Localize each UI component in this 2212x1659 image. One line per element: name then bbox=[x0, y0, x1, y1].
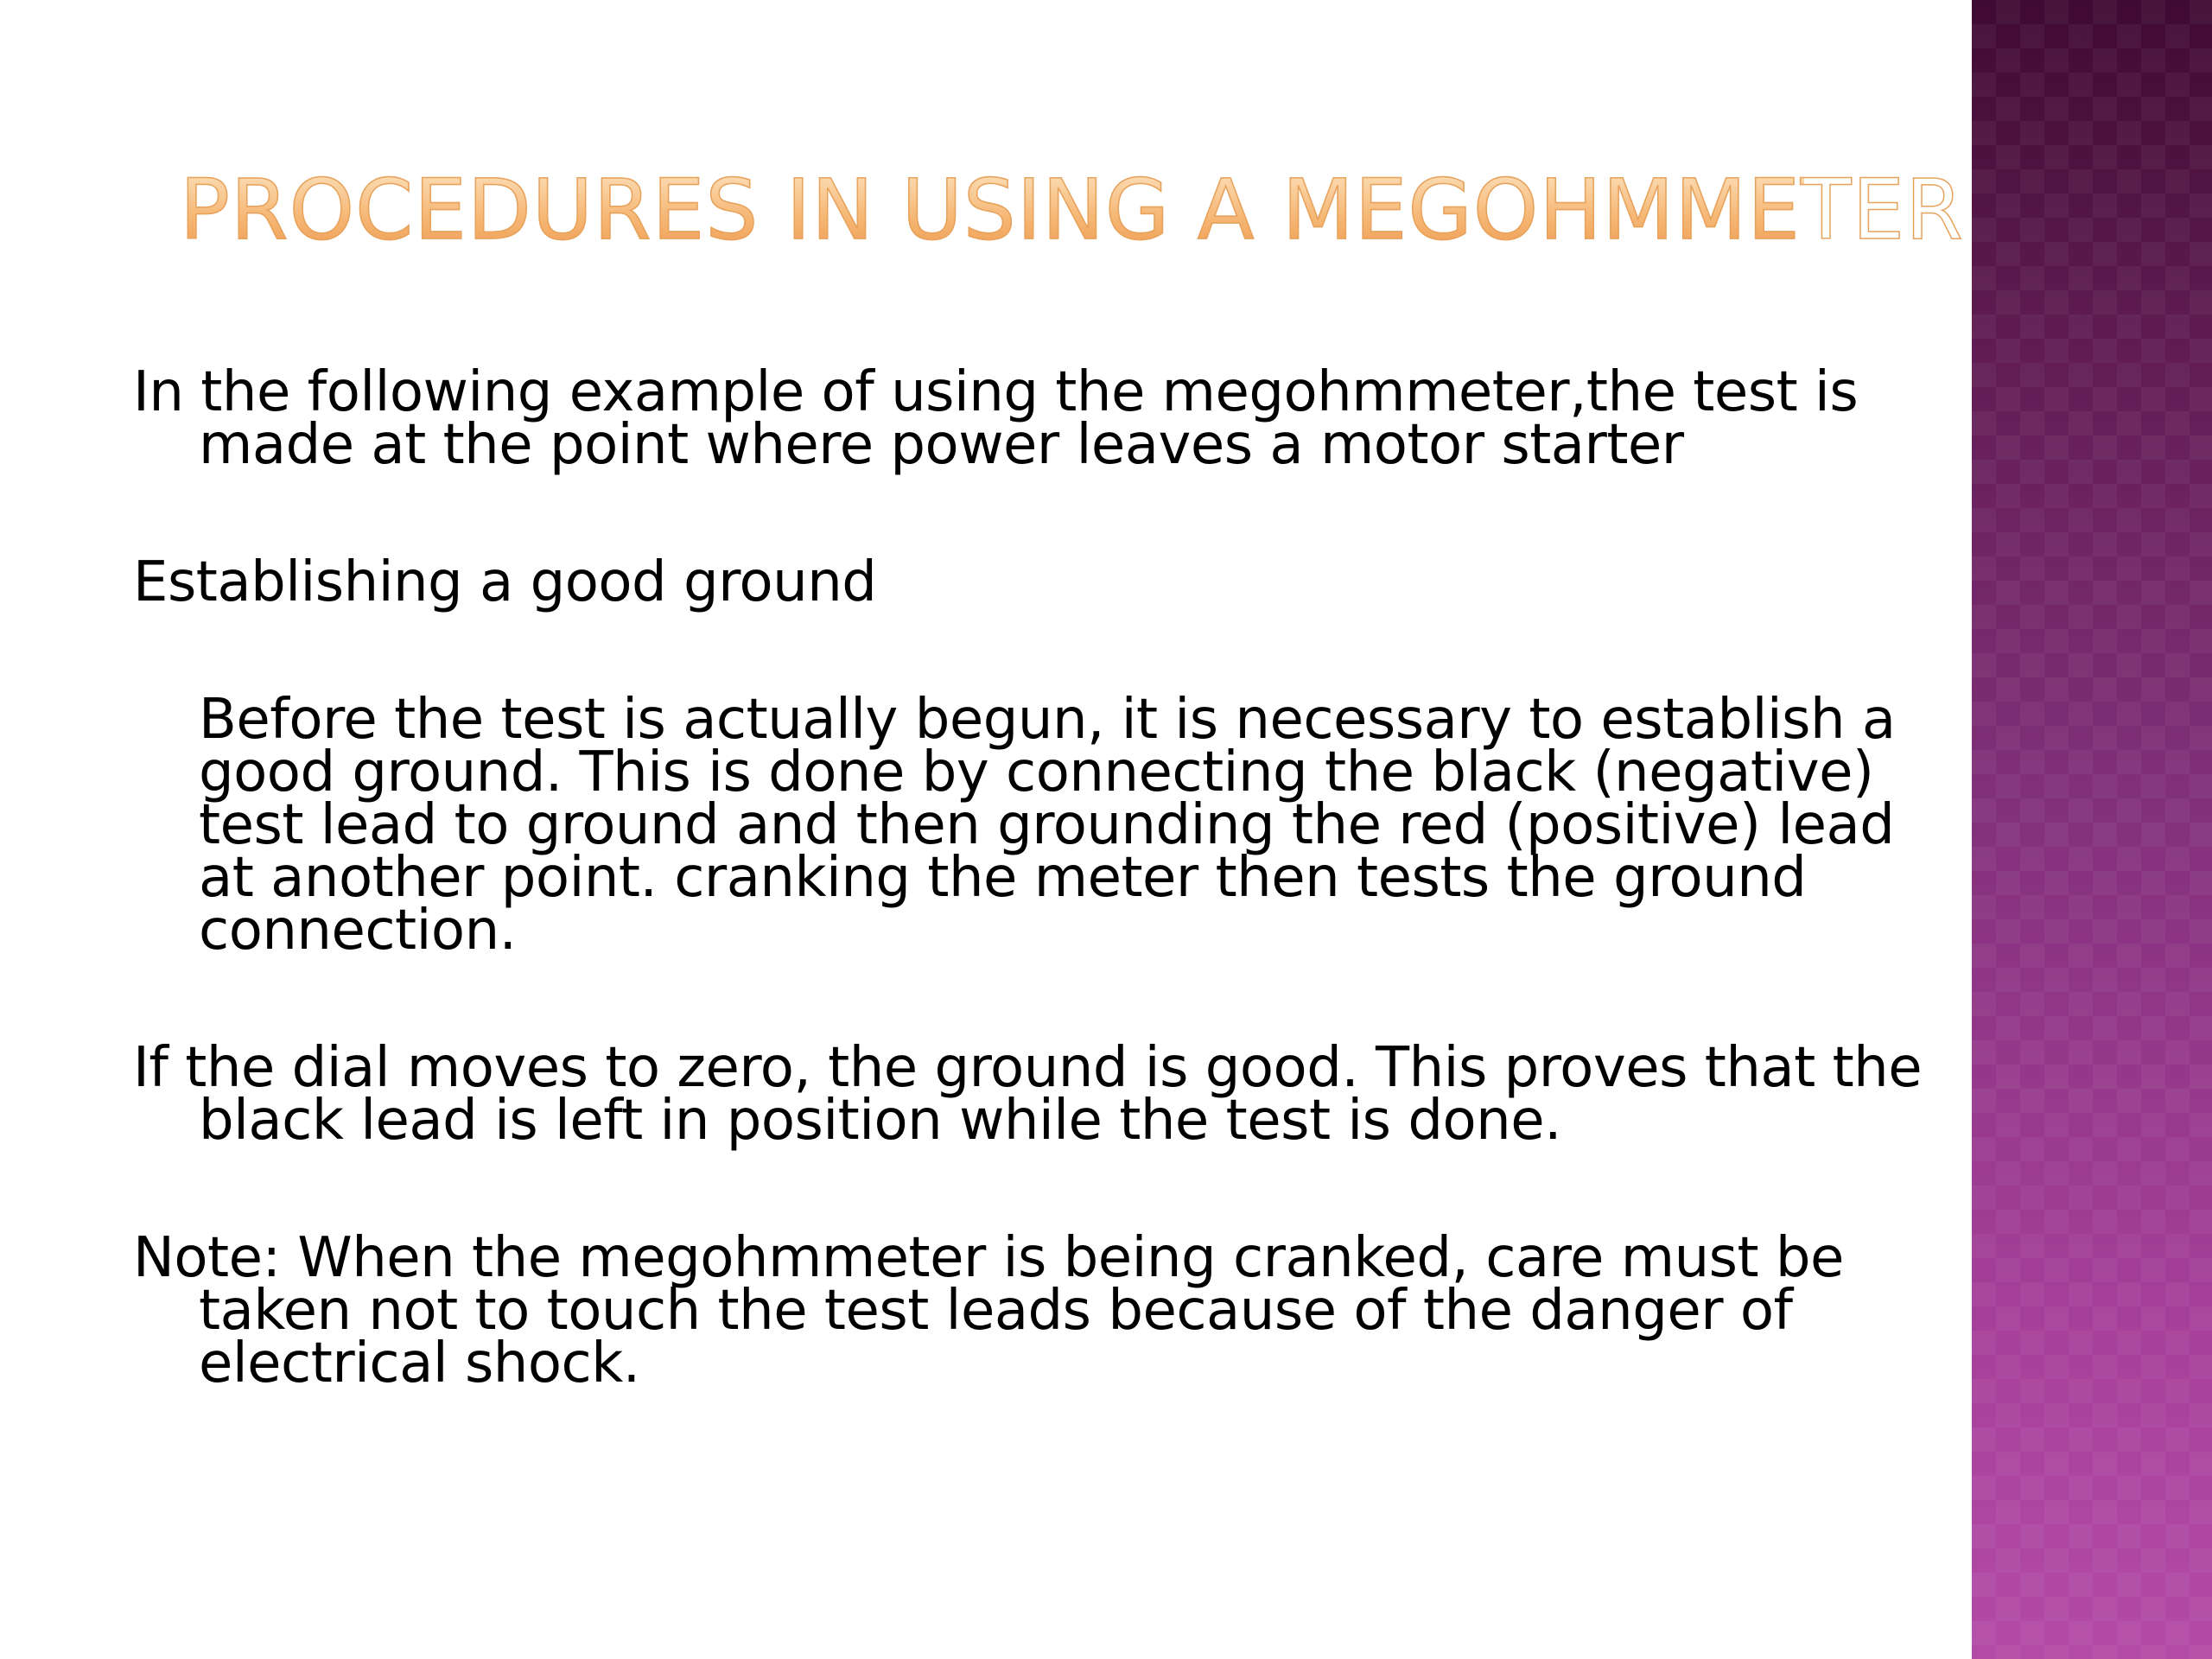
slide-title: PROCEDURES IN USING A MEGOHMMETER bbox=[180, 162, 1964, 258]
paragraph-intro: In the following example of using the megohmmeter,the test is made at the point where power leaves a motor starter bbox=[133, 360, 1859, 477]
side-band-pattern bbox=[1972, 0, 2212, 1659]
paragraph-ground-procedure: Before the test is actually begun, it is necessary to establish a good ground. This is done by connecting the black (negative) test lead to ground and then grounding the red (positive) lead at another point. cranking the meter then tests the ground connection. bbox=[199, 688, 1896, 963]
paragraph-dial-result: If the dial moves to zero, the ground is good. This proves that the black lead is left in position while the test is done. bbox=[133, 1036, 1923, 1153]
paragraph-heading-ground: Establishing a good ground bbox=[133, 550, 877, 614]
paragraph-safety-note: Note: When the megohmmeter is being cranked, care must be taken not to touch the test leads because of the danger of electrical shock. bbox=[133, 1226, 1844, 1395]
decorative-side-band bbox=[1972, 0, 2212, 1659]
slide-body bbox=[133, 360, 1930, 1395]
